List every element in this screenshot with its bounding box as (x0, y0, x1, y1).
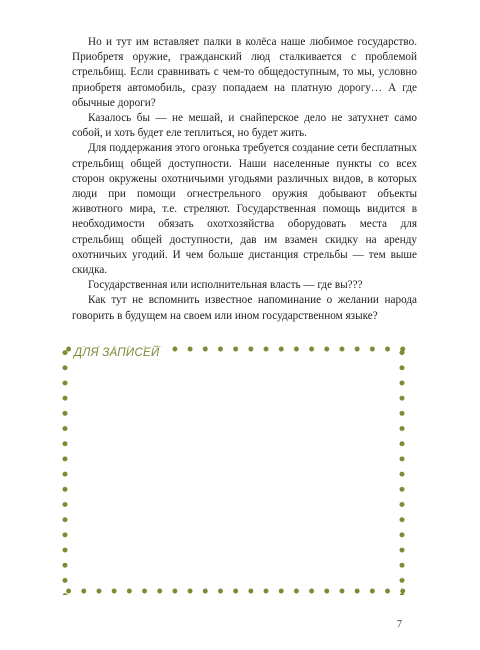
paragraph: Казалось бы — не мешай, и снайперское дело не затухнет само собой, и хоть будет еле теплиться, но будет жить. (72, 112, 417, 140)
paragraph: Но и тут им вставляет палки в колёса наше любимое государство. Приобретя оружие, гражданский люд сталкивается с проблемой стрельбищ. Если сравнивать с чем-то общедоступным, то мы, условно приобретя автомобиль, сразу попадаем на платную дорогу… А где обычные дороги? (72, 36, 417, 109)
main-text (72, 35, 417, 324)
paragraph: Для поддержания этого огонька требуется создание сети бесплатных стрельбищ общей доступности. Наши населенные пункты со всех сторон окружены охотничьими угодьями различных видов, в которых люди при помощи огнестрельного оружия добывают объекты животного мира, т.е. стреляют. Государственная помощь видится в необходимости обязать охотхозяйства оборудовать места для стрельбищ общей доступности, дав им взамен скидку на аренду охотничьих угодий. И чем больше дистанция стрельбы — тем выше скидка. (72, 142, 417, 277)
paragraph: Государственная или исполнительная власть — где вы??? (88, 279, 363, 292)
page-number: 7 (397, 619, 402, 630)
notes-label: ДЛЯ ЗАПИСЕЙ (71, 347, 163, 359)
paragraph: Как тут не вспомнить известное напоминание о желании народа говорить в будущем на своем или ином государственном языке? (72, 294, 417, 322)
notes-box (61, 345, 406, 595)
